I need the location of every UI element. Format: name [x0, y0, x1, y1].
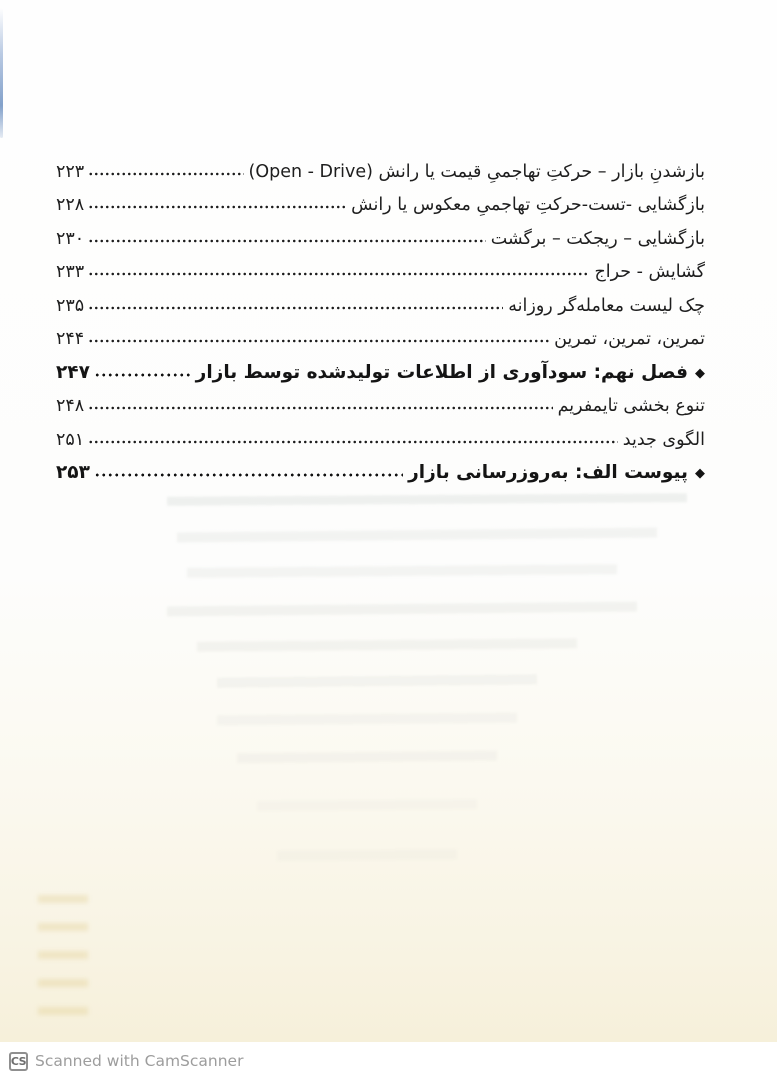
- dotted-leader: [94, 371, 191, 379]
- dotted-leader: [94, 471, 403, 479]
- toc-entry-title: الگوی جدید: [622, 429, 705, 450]
- bleed-through-artifact: [197, 638, 577, 651]
- bleed-through-artifact: [217, 713, 517, 726]
- toc-entry: [56, 284, 705, 318]
- dotted-leader: [88, 170, 243, 178]
- toc-page-number: ۲۳۰: [56, 228, 85, 249]
- toc-entry-title: گشایش - حراج: [594, 262, 705, 282]
- scan-edge-artifact: [0, 8, 3, 138]
- toc-page-number: ۲۴۴: [56, 329, 85, 349]
- dotted-leader: [88, 304, 503, 312]
- toc-entry: [56, 385, 705, 419]
- bleed-through-artifact: [187, 564, 617, 578]
- toc-entry: [56, 184, 705, 218]
- toc-page-number: ۲۵۳: [56, 462, 90, 483]
- toc-entry-title: بازگشایی -تست-حرکتِ تهاجمیِ معکوس یا رانش: [351, 195, 705, 215]
- toc-entry-title: تمرین، تمرین، تمرین: [554, 329, 705, 349]
- dotted-leader: [88, 438, 618, 446]
- bleed-through-artifact: [38, 895, 88, 1015]
- toc-entry-title: چک لیست معامله‌گر روزانه: [508, 295, 705, 316]
- bleed-through-artifact: [277, 849, 457, 861]
- toc-page-number: ۲۳۵: [56, 295, 85, 316]
- toc-entry-title: پیوست الف: به‌روزرسانی بازار: [408, 462, 688, 483]
- toc-entry-title: بازگشایی – ریجکت – برگشت: [490, 228, 705, 249]
- diamond-bullet-icon: ◆: [695, 466, 705, 481]
- bleed-through-artifact: [237, 751, 497, 764]
- toc-entry-title: بازشدنِ بازار – حرکتِ تهاجمیِ قیمت یا رانش (Open - Drive): [248, 161, 705, 182]
- bleed-through-artifact: [217, 674, 537, 687]
- table-of-contents: [56, 150, 705, 485]
- toc-entry: [56, 318, 705, 352]
- toc-entry-title: فصل نهم: سودآوری از اطلاعات تولیدشده توسط بازار: [195, 361, 688, 383]
- toc-entry: [56, 150, 705, 184]
- bleed-through-artifact: [167, 602, 637, 617]
- toc-chapter-entry: [56, 351, 705, 385]
- toc-entry: [56, 251, 705, 285]
- diamond-bullet-icon: ◆: [695, 365, 705, 381]
- toc-appendix-entry: [56, 452, 705, 486]
- bleed-through-artifact: [257, 799, 477, 811]
- toc-page-number: ۲۳۳: [56, 262, 85, 282]
- toc-page-number: ۲۵۱: [56, 429, 85, 450]
- toc-entry: [56, 217, 705, 251]
- toc-page-number: ۲۲۳: [56, 161, 85, 182]
- toc-entry: [56, 418, 705, 452]
- dotted-leader: [88, 203, 346, 211]
- camscanner-watermark-text: Scanned with CamScanner: [35, 1052, 244, 1070]
- dotted-leader: [88, 337, 549, 345]
- toc-page-number: ۲۲۸: [56, 195, 85, 215]
- dotted-leader: [88, 270, 589, 278]
- camscanner-logo-icon: CS: [9, 1052, 28, 1071]
- bleed-through-artifact: [167, 493, 687, 506]
- dotted-leader: [88, 404, 552, 412]
- toc-page-number: ۲۴۷: [56, 361, 90, 383]
- bleed-through-artifact: [177, 527, 657, 542]
- dotted-leader: [88, 237, 486, 245]
- camscanner-footer: [0, 1042, 777, 1080]
- toc-page-number: ۲۴۸: [56, 396, 85, 416]
- toc-entry-title: تنوع بخشی تایمفریم: [557, 396, 705, 416]
